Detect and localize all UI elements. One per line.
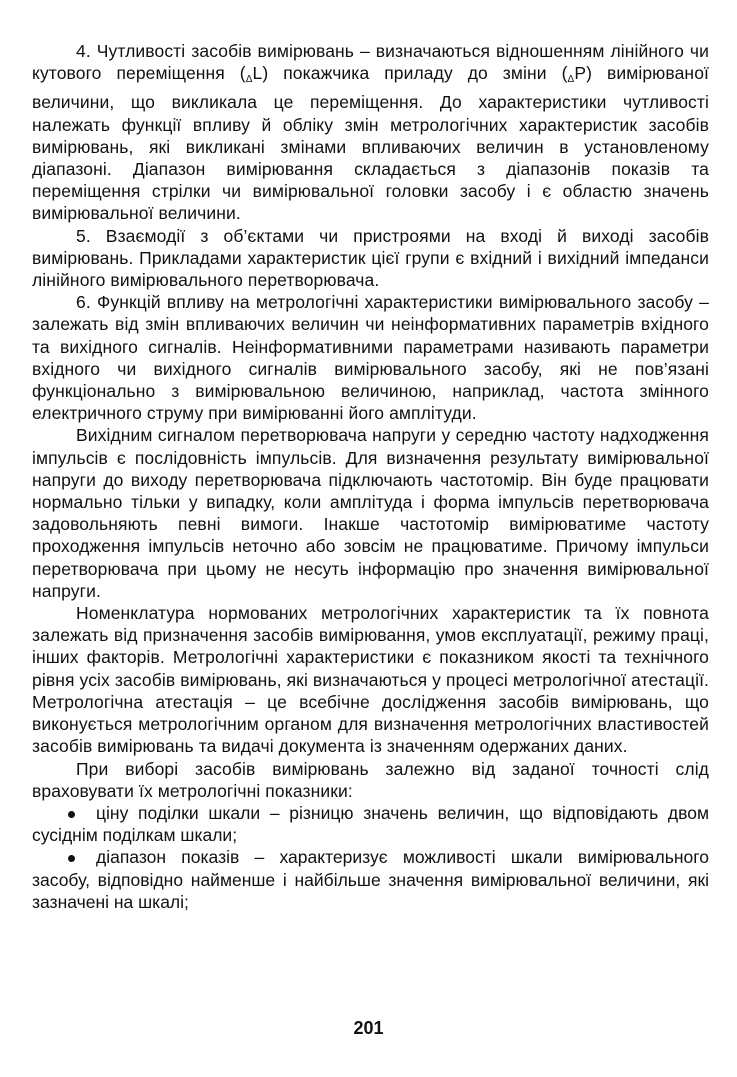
list-item-display-range <box>32 846 709 913</box>
paragraph-interactions: 5. Взаємодії з об’єктами чи пристроями на вході й виході засобів вимірювань. Прикладами характеристик цієї групи є вхідний і вихідний імпеданси лінійного вимірювального перетворювача. <box>32 225 709 291</box>
symbol-p: P <box>574 63 587 84</box>
paragraph-sensitivity-text-3: ) вимірюваної величини, що викликала це переміщення. До характеристики чутливості належать функції впливу й обліку змін метрологічних характеристик засобів вимірювань, які викликані змінами впливаючих величин в установленому діапазоні. Діапазон вимірювання складається з діапазонів показів та переміщення стрілки чи вимірювальної головки засобу і є областю значень вимірювальної величини. <box>32 63 709 224</box>
paragraph-sensitivity-text-2: ) покажчика приладу до зміни ( <box>262 63 568 84</box>
paragraph-selection: При виборі засобів вимірювань залежно від заданої точності слід враховувати їх метрологічні показники: <box>32 758 709 801</box>
paragraph-sensitivity <box>32 40 709 225</box>
paragraph-nomenclature: Номенклатура нормованих метрологічних характеристик та їх повнота залежать від призначення засобів вимірювання, умов експлуатації, режиму праці, інших факторів. Метрологічні характеристики є показником якості та технічного рівня усіх засобів вимірювань, які визначаються у процесі метрологічної атестації. Метрологічна атестація – це всебічне дослідження засобів вимірювань, що виконується метрологічним органом для визначення метрологічних властивостей засобів вимірювань та видачі документа із значенням одержаних даних. <box>32 603 709 757</box>
paragraph-sensitivity-text-1: 4. Чутливості засобів вимірювань – визначаються відношенням лінійного чи кутового переміщення ( <box>32 41 709 84</box>
bullet-icon <box>68 802 96 824</box>
bullet-icon <box>68 846 96 868</box>
list-item-text: діапазон показів – характеризує можливості шкали вимірювального засобу, відповідно найменше і найбільше значення вимірювальної величини, які зазначені на шкалі; <box>32 847 709 912</box>
paragraph-influence-functions: 6. Функцій впливу на метрологічні характеристики вимірювального засобу – залежать від змін впливаючих величин чи неінформативних параметрів вхідного та вихідного сигналів. Неінформативними параметрами називають параметри вхідного чи вихідного сигналів вимірювального засобу, які не пов’язані функціонально з вимірювальною величиною, наприклад, частота змінного електричного струму при вимірюванні його амплітуди. <box>32 292 709 424</box>
delta-subscript-1: Δ <box>245 74 253 86</box>
delta-subscript-2: Δ <box>567 74 575 86</box>
list-item-text: ціну поділки шкали – різницю значень величин, що відповідають двом сусіднім поділкам шкали; <box>32 802 709 846</box>
paragraph-converter-output: Вихідним сигналом перетворювача напруги у середню частоту надходження імпульсів є послідовність імпульсів. Для визначення результату вимірювальної напруги до виходу перетворювача підключають частотомір. Він буде працювати нормально тільки у випадку, коли амплітуда і форма імпульсів перетворювача задовольняють певні вимоги. Інакше частотомір вимірюватиме частоту проходження імпульсів неточно або зовсім не працюватиме. Причому імпульси перетворювача при цьому не несуть інформацію про значення вимірювальної напруги. <box>32 425 709 601</box>
list-item-scale-division <box>32 802 709 846</box>
page-number: 201 <box>353 1018 384 1038</box>
symbol-l: L <box>252 63 263 84</box>
